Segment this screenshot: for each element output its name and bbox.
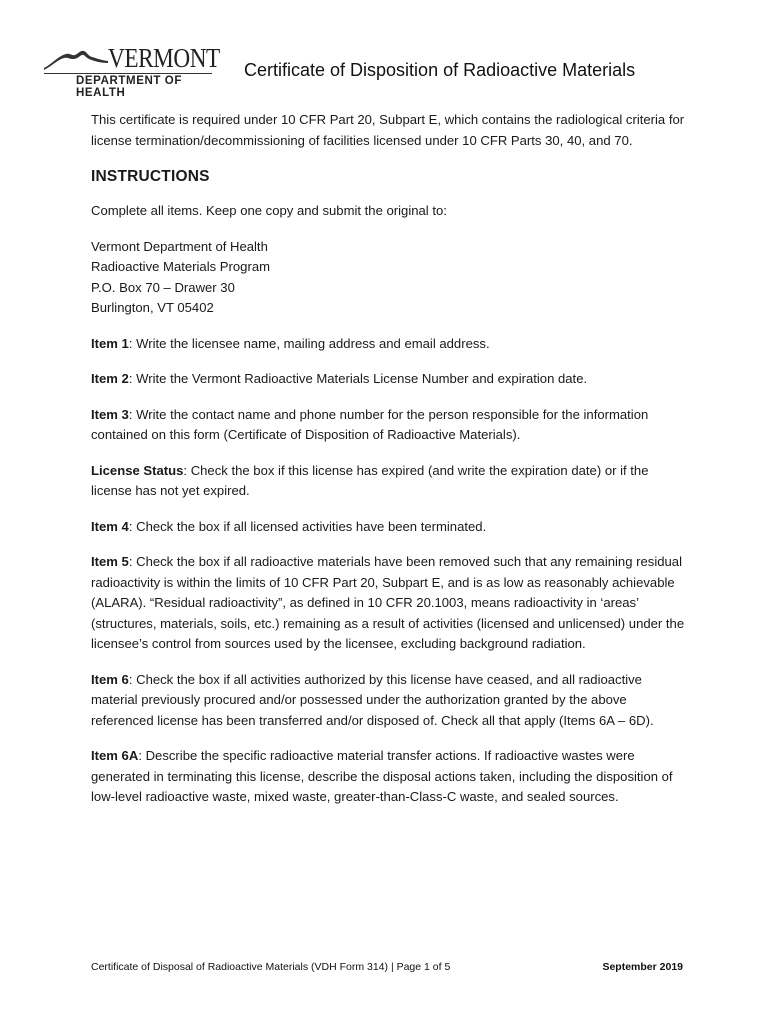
instructions-heading: INSTRUCTIONS [91, 168, 210, 185]
logo-wordmark: VERMONT [108, 43, 220, 73]
vermont-health-logo [42, 43, 220, 99]
document-body [91, 110, 691, 823]
address-line: P.O. Box 70 – Drawer 30 [91, 279, 235, 295]
item-text: : Check the box if this license has expired (and write the expiration date) or if the license has not yet expired. [91, 462, 649, 498]
item-label: Item 6 [91, 671, 129, 687]
item-label: Item 6A [91, 748, 139, 763]
license-status-instruction [91, 461, 691, 502]
item-label: Item 3 [91, 406, 129, 422]
footer-page-number: Page 1 of 5 [396, 961, 451, 973]
item-3-instruction [91, 405, 691, 446]
item-label: License Status [91, 462, 184, 478]
item-label: Item 2 [91, 371, 129, 386]
address-line: Vermont Department of Health [91, 238, 268, 254]
item-label: Item 4 [91, 518, 129, 534]
document-title: Certificate of Disposition of Radioactive Materials [244, 60, 636, 80]
item-text: : Write the licensee name, mailing address and email address. [128, 335, 490, 351]
item-4-instruction [91, 517, 691, 538]
item-label: Item 1 [91, 335, 129, 351]
footer-separator: | [388, 961, 397, 973]
item-6-instruction [91, 670, 691, 732]
logo-department: DEPARTMENT OF HEALTH [76, 75, 182, 99]
address-line: Burlington, VT 05402 [91, 300, 214, 315]
footer-left [91, 961, 450, 973]
footer-date: September 2019 [602, 961, 683, 973]
item-text: : Describe the specific radioactive material transfer actions. If radioactive wastes were generated in terminating this license, describe the disposal actions taken, including the disposition of low-level radioactive waste, mixed waste, greater-than-Class-C waste, and sealed sources. [91, 748, 673, 804]
item-text: : Check the box if all activities authorized by this license have ceased, and all radioactive material previously procured and/or possessed under the authorization granted by the above referenced license has been transferred and/or disposed of. Check all that apply (Items 6A – 6D). [91, 671, 654, 728]
instructions-lead: Complete all items. Keep one copy and submit the original to: [91, 203, 447, 218]
item-label: Item 5 [91, 554, 129, 569]
item-text: : Check the box if all radioactive materials have been removed such that any remaining residual radioactivity is within the limits of 10 CFR Part 20, Subpart E, and is as low as reasonably achievable (ALARA). “Residual radioactivity”, as defined in 10 CFR 20.1003, means radioactivity in ‘areas’ (structures, materials, soils, etc.) remaining as a result of activities (licensed and unlicensed) under the licensee’s control from sources used by the licensee, excluding background radiation. [91, 554, 685, 651]
item-1-instruction [91, 334, 691, 355]
item-text: : Write the contact name and phone number for the person responsible for the information contained on this form (Certificate of Disposition of Radioactive Materials). [91, 406, 649, 442]
logo-divider [44, 73, 212, 74]
mailing-address [91, 237, 691, 319]
item-5-instruction [91, 552, 691, 655]
item-6a-instruction [91, 746, 691, 808]
footer-form-title: Certificate of Disposal of Radioactive Materials (VDH Form 314) [91, 961, 389, 973]
intro-paragraph: This certificate is required under 10 CFR Part 20, Subpart E, which contains the radiological criteria for license termination/decommissioning of facilities licensed under 10 CFR Parts 30, 40, and 70. [91, 112, 685, 148]
item-2-instruction [91, 369, 691, 390]
address-line: Radioactive Materials Program [91, 259, 271, 274]
mountain-logo-icon [42, 46, 112, 72]
item-text: : Check the box if all licensed activities have been terminated. [128, 518, 487, 534]
item-text: : Write the Vermont Radioactive Materials License Number and expiration date. [128, 371, 588, 386]
